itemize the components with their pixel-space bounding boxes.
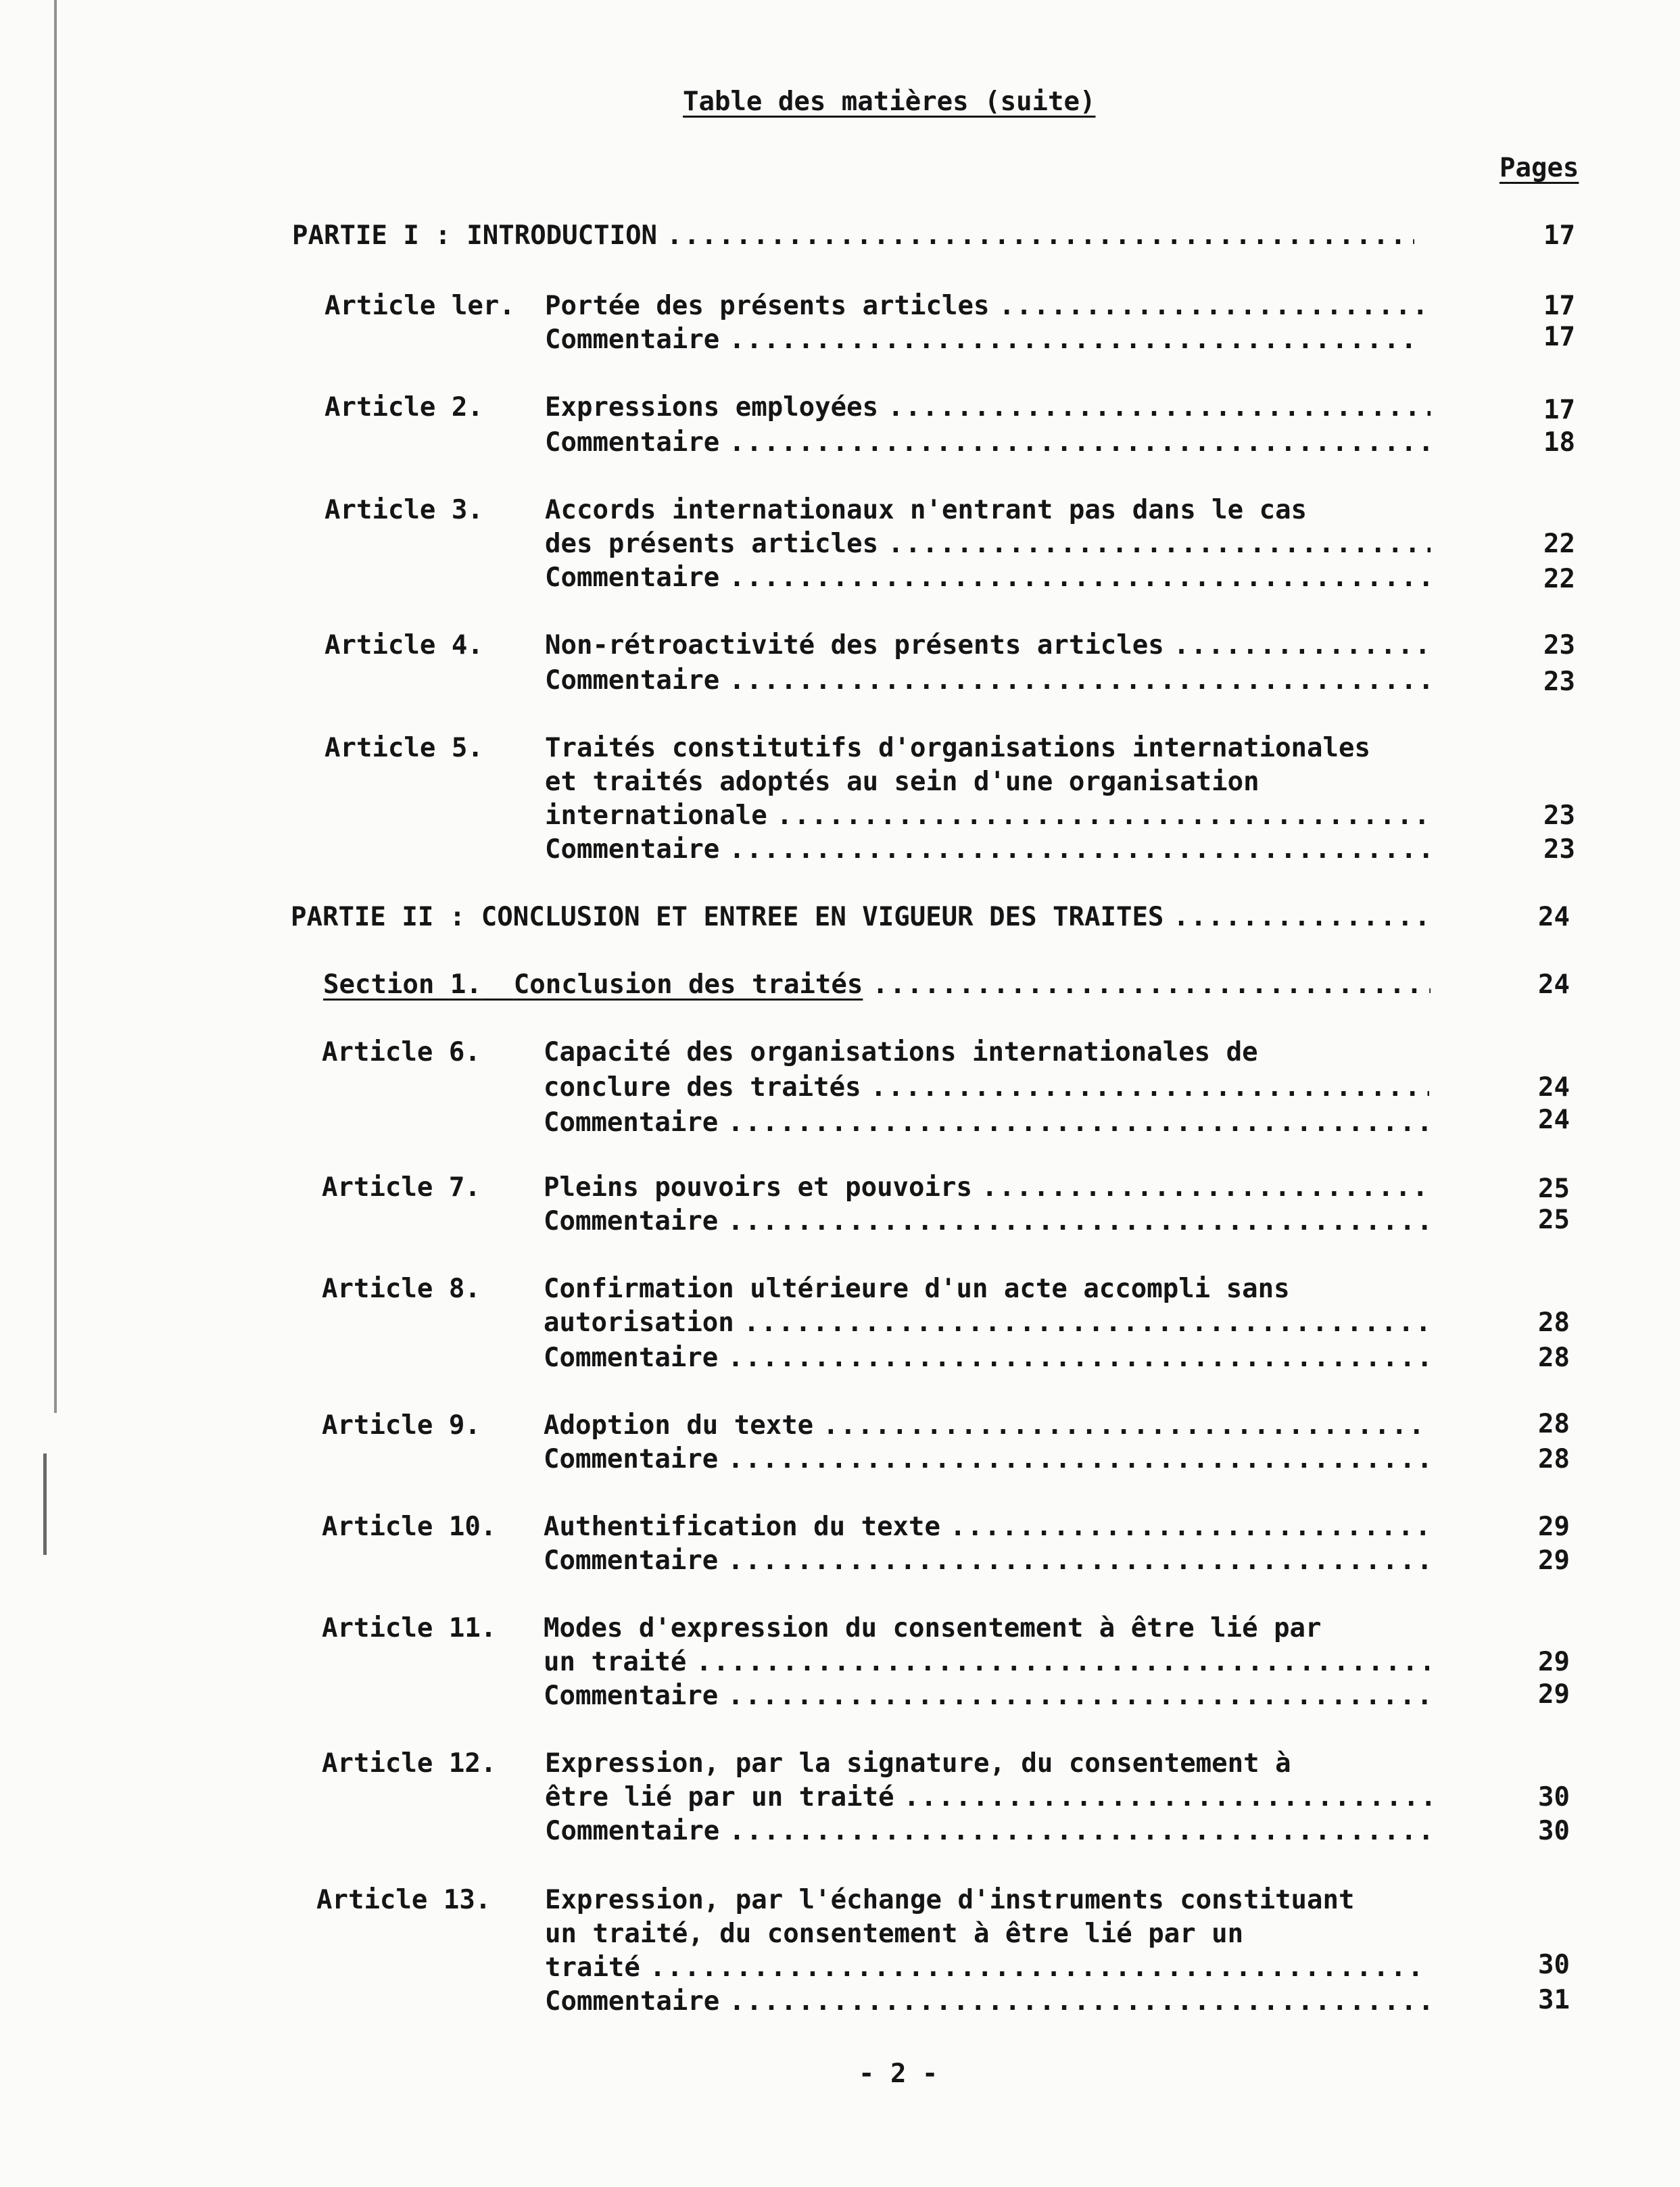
- comment-label: Commentaire: [544, 1343, 719, 1373]
- entry-text: conclure des traités: [544, 1072, 861, 1103]
- toc-section-line: [323, 969, 1431, 1003]
- entry-text: Capacité des organisations internationales de: [544, 1037, 1258, 1067]
- comment-label: Commentaire: [544, 1206, 719, 1236]
- scan-edge-mark: [54, 0, 57, 1413]
- entry-text: Non-rétroactivité des présents articles: [545, 630, 1164, 660]
- toc-comment-line: [545, 1816, 1431, 1850]
- entry-text: traité: [545, 1952, 640, 1983]
- toc-comment-line: [545, 562, 1431, 596]
- article-label: Article 5.: [325, 733, 483, 763]
- entry-text: autorisation: [544, 1307, 734, 1338]
- leader-dots: [744, 1307, 1429, 1338]
- toc-entry-line: [545, 291, 1424, 325]
- toc-comment-line: [545, 834, 1431, 868]
- entry-text: des présents articles: [545, 529, 879, 559]
- page-number: 17: [1543, 395, 1575, 425]
- entry-text: un traité: [544, 1647, 687, 1677]
- leader-dots: [729, 562, 1431, 593]
- page-number: 30: [1538, 1950, 1570, 1980]
- toc-entry-line: [545, 800, 1431, 834]
- toc-entry-line: [545, 392, 1431, 426]
- toc-comment-line: [544, 1444, 1429, 1478]
- page-number: 24: [1538, 969, 1570, 1000]
- toc-entry-line: [544, 1647, 1429, 1681]
- article-label: Article 2.: [325, 392, 483, 423]
- page-number: 28: [1538, 1409, 1570, 1439]
- leader-dots: [888, 529, 1431, 559]
- comment-label: Commentaire: [545, 325, 720, 355]
- leader-dots: [982, 1172, 1429, 1203]
- article-label: Article 9.: [322, 1410, 481, 1441]
- leader-dots: [729, 665, 1431, 696]
- article-label: Article 3.: [325, 495, 483, 525]
- toc-comment-line: [544, 1206, 1429, 1240]
- article-label: Article 8.: [322, 1274, 481, 1304]
- leader-dots: [727, 1107, 1429, 1138]
- toc-comment-line: [544, 1343, 1429, 1376]
- page-number: 23: [1543, 800, 1575, 831]
- page-number: 23: [1543, 667, 1575, 697]
- comment-label: Commentaire: [544, 1681, 719, 1711]
- comment-label: Commentaire: [544, 1545, 719, 1576]
- leader-dots: [729, 1986, 1431, 2017]
- article-label: Article 12.: [322, 1748, 497, 1779]
- page-number: 31: [1538, 1985, 1570, 2015]
- page-number: 28: [1538, 1444, 1570, 1474]
- toc-comment-line: [544, 1107, 1429, 1141]
- toc-entry-line: [545, 630, 1431, 664]
- entry-text: Portée des présents articles: [545, 291, 990, 321]
- page-number: 30: [1538, 1782, 1570, 1812]
- leader-dots: [777, 800, 1431, 831]
- comment-label: Commentaire: [545, 834, 720, 865]
- toc-entry-line: [544, 1072, 1429, 1106]
- page-number: 29: [1538, 1545, 1570, 1576]
- page-number: 24: [1538, 1072, 1570, 1103]
- entry-text: Confirmation ultérieure d'un acte accompli sans: [544, 1274, 1290, 1304]
- page-number: 24: [1538, 902, 1570, 932]
- comment-label: Commentaire: [544, 1444, 719, 1474]
- entry-text: internationale: [545, 800, 767, 831]
- article-label: Article 10.: [322, 1512, 497, 1542]
- toc-entry-line: [545, 1952, 1431, 1986]
- leader-dots: [999, 291, 1424, 321]
- article-label: Article 13.: [316, 1885, 491, 1915]
- article-label: Article 4.: [325, 630, 483, 660]
- leader-dots: [1173, 902, 1431, 932]
- leader-dots: [650, 1952, 1431, 1983]
- page-number: 28: [1538, 1307, 1570, 1338]
- page-number: 24: [1538, 1105, 1570, 1135]
- section-label: Section 1. Conclusion des traités: [323, 969, 863, 1000]
- page-number: 18: [1543, 427, 1575, 458]
- toc-entry-line: [545, 529, 1431, 562]
- part-label: PARTIE II : CONCLUSION ET ENTREE EN VIGUEUR DES TRAITES: [291, 902, 1164, 932]
- page-number: 22: [1543, 564, 1575, 594]
- page-number: 29: [1538, 1512, 1570, 1542]
- leader-dots: [729, 325, 1424, 355]
- page-number: 29: [1538, 1647, 1570, 1677]
- entry-text: un traité, du consentement à être lié par un: [545, 1919, 1244, 1949]
- leader-dots: [696, 1647, 1429, 1677]
- leader-dots: [871, 1072, 1429, 1103]
- leader-dots: [1174, 630, 1431, 660]
- leader-dots: [729, 834, 1431, 865]
- entry-text: Adoption du texte: [544, 1410, 814, 1441]
- page-title: Table des matières (suite): [683, 87, 1096, 117]
- toc-comment-line: [544, 1545, 1429, 1579]
- page-number: 29: [1538, 1679, 1570, 1710]
- toc-entry-line: [544, 1307, 1429, 1341]
- toc-comment-line: [545, 1986, 1431, 2020]
- article-label: Article 11.: [322, 1613, 497, 1643]
- page-number: 23: [1543, 834, 1575, 865]
- entry-text: Expressions employées: [545, 392, 879, 423]
- pages-column-header: Pages: [1499, 153, 1579, 183]
- comment-label: Commentaire: [545, 562, 720, 593]
- toc-entry-line: [544, 1172, 1429, 1206]
- toc-comment-line: [545, 325, 1424, 358]
- page-number: 23: [1543, 630, 1575, 660]
- page-number: 28: [1538, 1343, 1570, 1373]
- leader-dots: [727, 1681, 1429, 1711]
- leader-dots: [823, 1410, 1429, 1441]
- article-label: Article ler.: [325, 291, 515, 321]
- entry-text: et traités adoptés au sein d'une organisation: [545, 767, 1259, 797]
- toc-comment-line: [545, 665, 1431, 699]
- comment-label: Commentaire: [545, 1986, 720, 2017]
- entry-text: Modes d'expression du consentement à être lié par: [544, 1613, 1322, 1643]
- leader-dots: [888, 392, 1431, 423]
- page-number: 25: [1538, 1174, 1570, 1204]
- entry-text: Traités constitutifs d'organisations internationales: [545, 733, 1370, 763]
- page-number: 22: [1543, 529, 1575, 559]
- comment-label: Commentaire: [545, 665, 720, 696]
- article-label: Article 6.: [322, 1037, 481, 1067]
- toc-part-line: [292, 220, 1414, 254]
- page-number: 17: [1543, 220, 1575, 251]
- page-footer-number: - 2 -: [859, 2059, 938, 2089]
- toc-part-line: [291, 902, 1431, 936]
- leader-dots: [727, 1444, 1429, 1474]
- page-number: 30: [1538, 1816, 1570, 1846]
- leader-dots: [667, 220, 1414, 251]
- leader-dots: [727, 1206, 1429, 1236]
- page-number: 17: [1543, 322, 1575, 352]
- leader-dots: [729, 1816, 1431, 1846]
- entry-text: Expression, par la signature, du consentement à: [545, 1748, 1291, 1779]
- leader-dots: [904, 1782, 1431, 1812]
- comment-label: Commentaire: [545, 427, 720, 458]
- entry-text: Accords internationaux n'entrant pas dans le cas: [545, 495, 1307, 525]
- article-label: Article 7.: [322, 1172, 481, 1203]
- leader-dots: [950, 1512, 1429, 1542]
- entry-text: être lié par un traité: [545, 1782, 894, 1812]
- toc-comment-line: [544, 1681, 1429, 1714]
- entry-text: Pleins pouvoirs et pouvoirs: [544, 1172, 972, 1203]
- page-number: 25: [1538, 1205, 1570, 1235]
- part-label: PARTIE I : INTRODUCTION: [292, 220, 658, 251]
- toc-entry-line: [545, 1782, 1431, 1816]
- leader-dots: [729, 427, 1431, 458]
- toc-entry-line: [544, 1410, 1429, 1444]
- leader-dots: [872, 969, 1431, 1000]
- entry-text: Authentification du texte: [544, 1512, 940, 1542]
- toc-entry-line: [544, 1512, 1429, 1545]
- page-number: 17: [1543, 291, 1575, 321]
- entry-text: Expression, par l'échange d'instruments constituant: [545, 1885, 1355, 1915]
- toc-comment-line: [545, 427, 1431, 461]
- leader-dots: [727, 1545, 1429, 1576]
- comment-label: Commentaire: [545, 1816, 720, 1846]
- leader-dots: [727, 1343, 1429, 1373]
- scan-edge-mark: [43, 1453, 47, 1555]
- comment-label: Commentaire: [544, 1107, 719, 1138]
